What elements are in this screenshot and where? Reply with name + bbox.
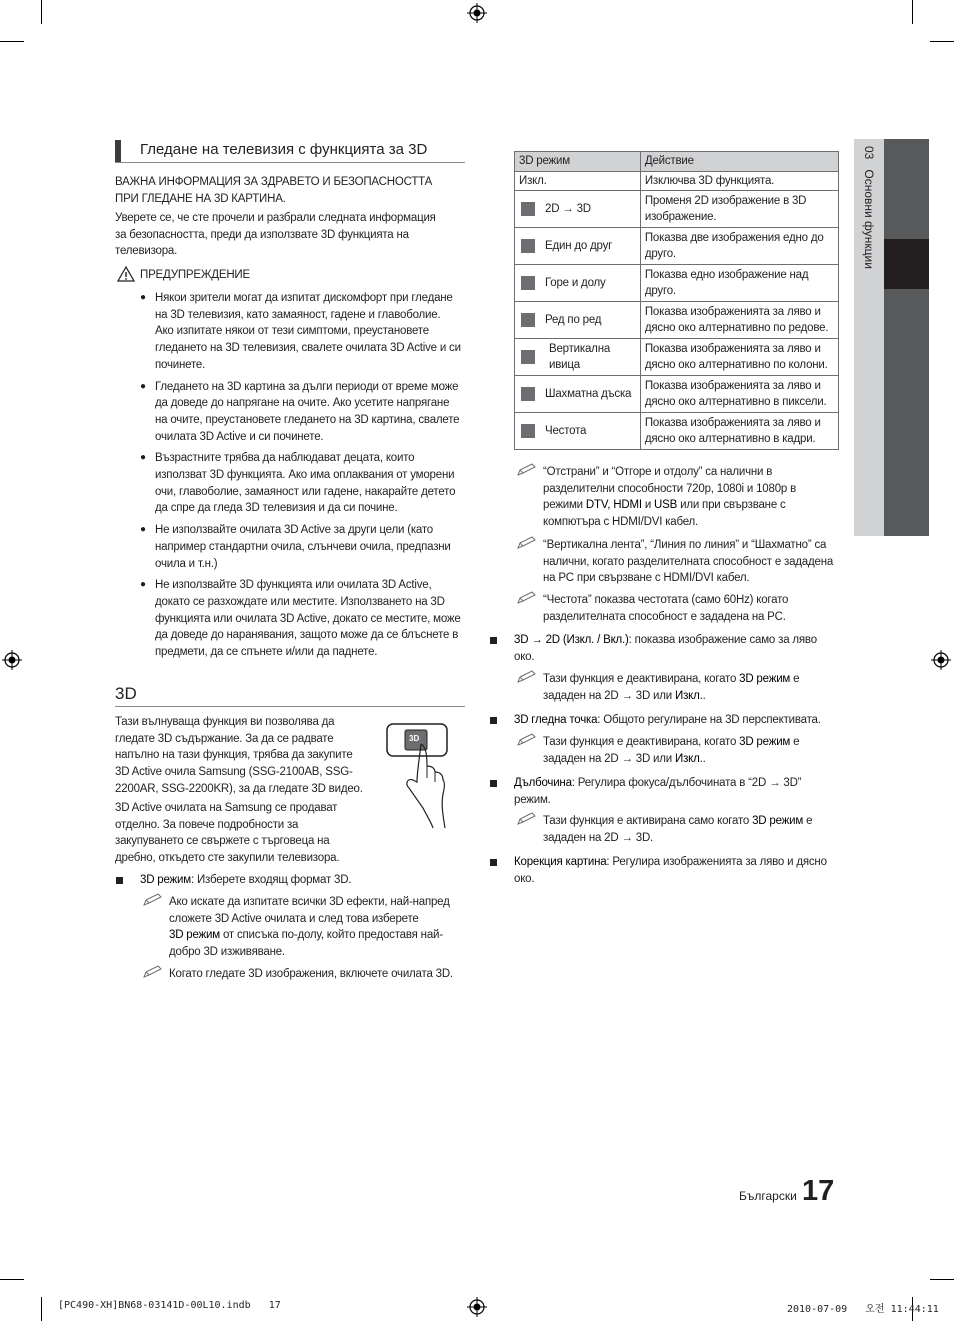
- item-text: : Изберете входящ формат 3D.: [190, 874, 352, 886]
- mode-cell: [515, 228, 641, 265]
- item-text: : Регулира изображенията за ляво и дясно: [606, 856, 827, 868]
- crop-mark: [0, 1279, 24, 1280]
- item-term: 3D режим: [140, 874, 191, 886]
- note-text: Тази функция е деактивирана, когато: [543, 736, 740, 748]
- mode-cell: Изкл.: [515, 171, 641, 191]
- note-pencil-icon: [516, 463, 538, 477]
- mode-line-by-line-icon: [521, 313, 535, 327]
- mode-label: Вертикална ивица: [549, 342, 611, 371]
- note-term: DTV, HDMI: [585, 499, 642, 512]
- crop-mark: [41, 0, 42, 24]
- table-row: [515, 228, 839, 265]
- note-line: [543, 688, 799, 705]
- intro-paragraph: [115, 714, 363, 798]
- item-text: : Общото регулиране на 3D перспективата.: [597, 714, 821, 726]
- item-3d-mode: [140, 872, 351, 889]
- para-line: 2200AR, SSG-2200KR), за да гледате 3D видео.: [115, 782, 363, 795]
- note-line: добро 3D изживяване.: [169, 946, 285, 959]
- action-line: Показва две изображения едно до: [644, 231, 824, 244]
- item-text: : Регулира фокуса/дълбочината в “2D → 3D”: [571, 777, 802, 789]
- item-line: око.: [514, 872, 535, 885]
- action-line: друго.: [644, 285, 676, 297]
- note-line: [543, 751, 799, 768]
- subsection-rule: [115, 706, 465, 707]
- note-depth: [543, 813, 812, 846]
- chapter-number: 03: [862, 146, 876, 160]
- intro-line: телевизора.: [115, 245, 178, 258]
- bullet-line: на 3D телевизия, като замаяност, гадене и главоболие.: [155, 308, 441, 321]
- action-line: Показва изображенията за ляво и: [644, 342, 821, 355]
- note-3d-to-2d: [543, 671, 799, 704]
- note-pencil-icon: [142, 965, 164, 979]
- note-pencil-icon: [516, 812, 538, 826]
- note-term: 3D режим: [752, 815, 804, 827]
- note-term: Изкл.: [675, 752, 703, 765]
- bullet-line: Не използвайте очилата 3D Active за други цели (като: [155, 524, 433, 537]
- action-cell: [640, 228, 838, 265]
- action-line: дясно око алтернативно по колони.: [644, 359, 828, 371]
- note-text: зададен на 2D → 3D или: [543, 752, 676, 765]
- mode-label: Честота: [545, 424, 587, 437]
- note-text: е: [803, 815, 813, 827]
- action-line: дясно око алтернативно в кадри.: [644, 433, 816, 445]
- mode-cell: [515, 413, 641, 450]
- action-line: дясно око алтернативно в пиксели.: [644, 396, 827, 408]
- note-line: разделителни способности 720p, 1080i и 1080p в: [543, 482, 796, 495]
- list-item: ● Не използвайте 3D функцията или очилата 3D Active, докато се разхождате или местите. Използването на 3D функцията или очилата 3D Active, докато се местите, може да доведе до наранявания, защото може да се блъснете в предмети, да се спънете и/или да паднете.: [140, 577, 470, 661]
- note-term: USB: [654, 499, 678, 512]
- bullet-line: Гледането на 3D картина за дълги периоди от време може: [155, 380, 459, 393]
- para-line: закупуването се свържете с търговеца на: [115, 835, 330, 848]
- chapter-tab-black: [884, 239, 929, 289]
- mode-label: Един до друг: [545, 239, 613, 252]
- note-text: .: [702, 752, 706, 765]
- health-heading-line: ВАЖНА ИНФОРМАЦИЯ ЗА ЗДРАВЕТО И БЕЗОПАСНОСТТА: [115, 176, 433, 188]
- table-header-row: [515, 152, 839, 172]
- bullet-line: Не използвайте 3D функцията или очилата 3D Active,: [155, 579, 432, 592]
- para-line: Тази вълнуваща функция ви позволява да: [115, 716, 335, 728]
- note-pencil-icon: [516, 670, 538, 684]
- bullet-line: да доведе до напрягане на очите. Ако усетите напрягане: [155, 397, 450, 410]
- crop-mark: [41, 1297, 42, 1321]
- note-term: Изкл.: [675, 689, 703, 702]
- bullet-line: очилата 3D Active и си починете.: [155, 430, 324, 443]
- mode-side-by-side-icon: [521, 239, 535, 253]
- para-line: отделно. За повече подробности за: [115, 818, 299, 831]
- note-term: 3D режим: [739, 673, 791, 685]
- note-text: Тази функция е деактивирана, когато: [543, 673, 740, 685]
- para-line: напълно на тази функция, трябва да закупите: [115, 749, 353, 762]
- action-cell: [640, 191, 838, 228]
- para-line: 3D Active очила Samsung (SSG-2100AB, SSG-: [115, 766, 353, 779]
- bullet-line: докато се разхождате или местите. Използването на 3D: [155, 595, 445, 608]
- bullet-line: да спре да гледа 3D телевизия и да си почине.: [155, 502, 398, 515]
- mode-cell: [515, 265, 641, 302]
- health-intro: [115, 210, 436, 260]
- bullet-line: Някои зрители могат да изпитат дискомфорт при гледане: [155, 292, 453, 304]
- item-text: : показва изображение само за ляво: [628, 634, 817, 646]
- para-line: гледате 3D съдържание. За да се радвате: [115, 732, 334, 745]
- item-square-bullet: [490, 859, 497, 866]
- page-number: 17: [802, 1175, 835, 1207]
- note-line: Ако искате да изпитате всички 3D ефекти, най-напред: [169, 896, 450, 908]
- mode-label: Ред по ред: [545, 313, 602, 326]
- note-term: 3D режим: [169, 929, 220, 942]
- bullet-line: на очите, преустановете гледането на 3D картина, свалете: [155, 413, 460, 426]
- health-heading: [115, 174, 432, 207]
- note-3d-effects: [169, 894, 450, 961]
- bullet-line: Възрастните трябва да наблюдават децата, които: [155, 452, 415, 465]
- action-cell: [640, 413, 838, 450]
- note-line: [543, 671, 799, 688]
- action-cell: [640, 376, 838, 413]
- registration-mark-icon: [467, 3, 487, 23]
- action-line: дясно око алтернативно по редове.: [644, 322, 829, 334]
- item-line: [514, 775, 801, 792]
- list-item: ● Не използвайте очилата 3D Active за други цели (като например стандартни очила, слънчеви очила, предпазни очила и т.н.): [140, 522, 470, 572]
- note-pencil-icon: [516, 591, 538, 605]
- item-square-bullet: [116, 877, 123, 884]
- para-line: 3D Active очилата на Samsung се продават: [115, 802, 338, 814]
- note-pencil-icon: [516, 536, 538, 550]
- bullet-line: използват 3D функцията. Ако има оплаквания от уморени: [155, 469, 455, 482]
- item-viewpoint: [514, 712, 821, 729]
- crop-mark: [912, 0, 913, 24]
- mode-table: [514, 151, 839, 450]
- action-line: изображение.: [644, 211, 717, 223]
- bullet-line: гледането на 3D телевизия, свалете очилата 3D Active и си: [155, 342, 461, 355]
- footer-file-info: [PC490-XH]BN68-03141D-00L10.indb 17: [58, 1300, 281, 1311]
- table-row: [515, 265, 839, 302]
- note-pencil-icon: [516, 733, 538, 747]
- note-line: [543, 497, 796, 514]
- mode-frequency-icon: [521, 424, 535, 438]
- registration-mark-icon: [467, 1297, 487, 1317]
- action-line: Променя 2D изображение в 3D: [644, 194, 807, 207]
- action-cell: Изключва 3D функцията.: [640, 171, 838, 191]
- item-square-bullet: [490, 717, 497, 724]
- mode-vertical-stripe-icon: [521, 350, 535, 364]
- bullet-line: например стандартни очила, слънчеви очила, предпазни: [155, 540, 451, 553]
- item-line: [514, 632, 817, 649]
- note-viewpoint: [543, 734, 799, 767]
- crop-mark: [930, 1279, 954, 1280]
- note-resolutions: [543, 464, 796, 531]
- note-text: и: [641, 499, 655, 512]
- list-item: ● Възрастните трябва да наблюдават децата, които използват 3D функцията. Ако има оплаквания от уморени очи, главоболие, замаяност или гадене, накарайте детето да спре да гледа 3D телевизия и да си почине.: [140, 450, 470, 517]
- action-cell: [640, 302, 838, 339]
- warning-triangle-icon: [117, 266, 135, 282]
- bullet-line: очила и т.н.): [155, 557, 218, 570]
- mode-2d-3d-icon: [521, 202, 535, 216]
- mode-cell: [515, 191, 641, 228]
- mode-cell: [515, 302, 641, 339]
- note-pencil-icon: [142, 893, 164, 907]
- mode-cell: [515, 376, 641, 413]
- item-term: 3D гледна точка: [514, 714, 598, 726]
- note-line: налични, когато разделителната способност е зададена: [543, 555, 834, 568]
- list-item: ● Някои зрители могат да изпитат дискомфорт при гледане на 3D телевизия, като замаяност, гадене и главоболие. Ако изпитате някои от тези симптоми, преустановете гледането на 3D телевизия, свалете очилата 3D Active и си починете.: [140, 290, 470, 374]
- glasses-paragraph: [115, 800, 339, 867]
- item-line: око.: [514, 650, 535, 663]
- section-rule: [115, 162, 465, 163]
- item-term: Корекция картина: [514, 856, 607, 868]
- table-header-cell: Действие: [640, 152, 838, 172]
- note-wear-glasses: Когато гледате 3D изображения, включете очилата 3D.: [169, 968, 453, 980]
- section-title: Гледане на телевизия с функцията за 3D: [140, 141, 428, 158]
- subsection-title-3d: 3D: [115, 684, 137, 703]
- note-line: зададен на 2D → 3D.: [543, 831, 654, 844]
- item-square-bullet: [490, 780, 497, 787]
- bullet-line: да доведе до наранявания, защото може да се блъснете в: [155, 629, 459, 642]
- mode-label: Шахматна дъска: [545, 387, 632, 400]
- item-line: режим.: [514, 793, 551, 806]
- note-text: е: [790, 736, 800, 748]
- note-line: “Честота” показва честотата (само 60Hz) когато: [543, 594, 789, 606]
- mode-top-bottom-icon: [521, 276, 535, 290]
- note-line: [169, 927, 450, 944]
- table-row: [515, 376, 839, 413]
- item-term: 3D → 2D (Изкл. / Вкл.): [514, 634, 629, 646]
- mode-label: Горе и долу: [545, 276, 606, 289]
- action-line: Показва изображенията за ляво и: [644, 305, 821, 318]
- note-text: зададен на 2D → 3D или: [543, 689, 676, 702]
- bullet-line: предмети, да се спънете и/или да паднете.: [155, 646, 378, 659]
- item-square-bullet: [490, 637, 497, 644]
- bullet-line: починете.: [155, 358, 206, 371]
- table-row: [515, 302, 839, 339]
- table-row: [515, 413, 839, 450]
- remote-3d-label: 3D: [409, 734, 420, 743]
- action-cell: [640, 339, 838, 376]
- note-term: 3D режим: [739, 736, 791, 748]
- item-picture-correction: [514, 854, 827, 887]
- crop-mark: [930, 41, 954, 42]
- note-pc-modes: [543, 537, 833, 587]
- bullet-line: функцията или очилата 3D Active, докато се местите, може: [155, 612, 461, 625]
- intro-line: за безопасността, преди да използвате 3D функцията на: [115, 228, 409, 241]
- note-line: “Вертикална лента”, “Линия по линия” и “Шахматно” са: [543, 539, 827, 551]
- item-3d-to-2d: [514, 632, 817, 665]
- crop-mark: [0, 41, 24, 42]
- health-heading-line: ПРИ ГЛЕДАНЕ НА 3D КАРТИНА.: [115, 192, 286, 205]
- note-line: компютъра с HDMI/DVI кабел.: [543, 516, 699, 529]
- note-text: режими: [543, 499, 586, 512]
- warning-label: ПРЕДУПРЕЖДЕНИЕ: [140, 269, 250, 281]
- action-cell: [640, 265, 838, 302]
- note-text: Тази функция е активирана само когато: [543, 815, 753, 827]
- mode-cell: [515, 339, 641, 376]
- item-depth: [514, 775, 801, 808]
- table-header-cell: 3D режим: [515, 152, 641, 172]
- bullet-line: Ако изпитате някои от тези симптоми, преустановете: [155, 325, 429, 338]
- table-row: [515, 191, 839, 228]
- bullet-line: очи, главоболие, замаяност или гадене, накарайте детето: [155, 485, 456, 498]
- registration-mark-icon: [931, 650, 951, 670]
- footer-language: Български: [739, 1189, 797, 1203]
- note-text: от списъка по-долу, който предоставя най-: [219, 929, 443, 942]
- mode-label: 2D → 3D: [545, 202, 591, 215]
- chapter-tab-dark: [884, 139, 929, 536]
- chapter-title: Основни функции: [862, 169, 876, 269]
- chapter-label: [862, 146, 876, 269]
- note-frequency: [543, 592, 788, 625]
- intro-line: Уверете се, че сте прочели и разбрали следната информация: [115, 212, 436, 224]
- footer-timestamp: 2010-07-09 오전 11:44:11: [787, 1304, 939, 1315]
- note-line: [543, 734, 799, 751]
- note-line: разделителната способност е зададена на PC.: [543, 610, 786, 623]
- registration-mark-icon: [2, 650, 22, 670]
- list-item: ● Гледането на 3D картина за дълги периоди от време може да доведе до напрягане на очите. Ако усетите напрягане на очите, преустановете гледането на 3D картина, свалете очилата 3D Active и си починете.: [140, 379, 470, 446]
- para-line: дребно, откъдето сте закупили телевизора.: [115, 852, 340, 865]
- note-line: [543, 813, 812, 830]
- note-text: или при свързване с: [677, 499, 786, 512]
- item-line: [514, 854, 827, 871]
- note-line: на PC при свързване с HDMI/DVI кабел.: [543, 572, 750, 585]
- table-row: [515, 339, 839, 376]
- note-line: сложете 3D Active очилата и след това изберете: [169, 912, 419, 925]
- note-text: .: [702, 689, 706, 702]
- action-line: Показва изображенията за ляво и: [644, 416, 821, 429]
- table-row: [515, 171, 839, 191]
- action-line: друго.: [644, 248, 676, 260]
- action-line: Показва едно изображение над: [644, 268, 809, 281]
- section-title-bar: [115, 140, 121, 162]
- item-term: Дълбочина: [514, 777, 572, 789]
- action-line: Показва изображенията за ляво и: [644, 379, 821, 392]
- warning-bullet-list: [140, 290, 470, 666]
- note-line: “Отстрани” и “Отгоре и отдолу” са налични в: [543, 466, 773, 478]
- note-text: е: [790, 673, 800, 685]
- mode-checkerboard-icon: [521, 387, 535, 401]
